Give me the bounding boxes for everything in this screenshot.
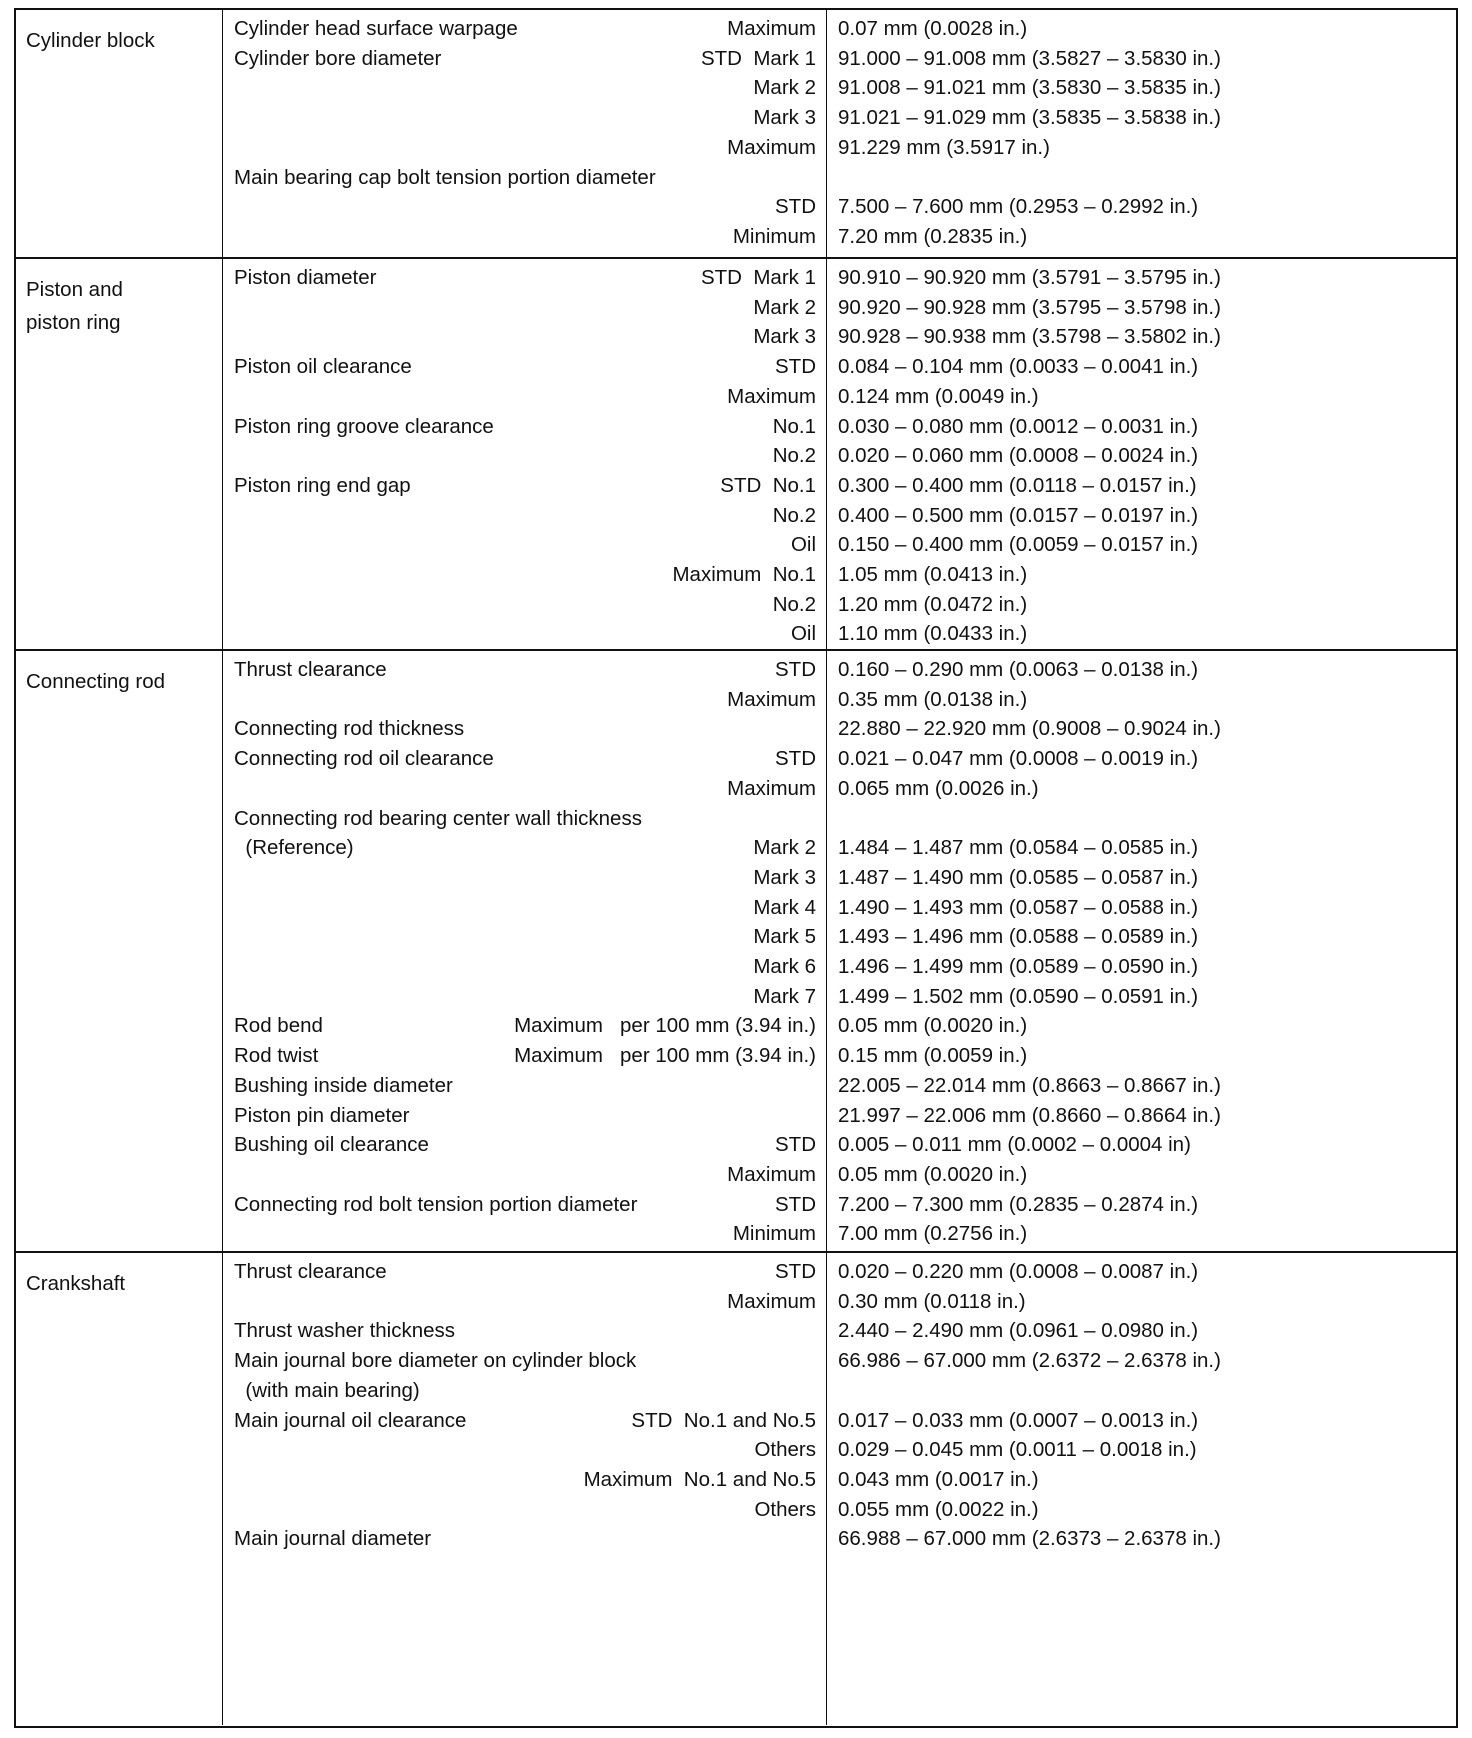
- table-row: [16, 1217, 1456, 1250]
- spec-value: 90.910 – 90.920 mm (3.5791 – 3.5795 in.): [838, 266, 1221, 289]
- spec-item: Main journal diameter: [234, 1527, 432, 1551]
- spec-value: 91.229 mm (3.5917 in.): [838, 135, 1050, 159]
- spec-condition: No.1: [772, 414, 816, 438]
- spec-condition: Mark 3: [753, 865, 816, 889]
- spec-item: Cylinder bore diameter: [234, 46, 442, 70]
- table-row: [16, 802, 1456, 835]
- spec-condition: Others: [754, 1497, 816, 1521]
- spec-item: Main bearing cap bolt tension portion diameter: [234, 165, 656, 189]
- table-row: [16, 1314, 1456, 1347]
- spec-condition: Maximum: [727, 384, 816, 408]
- specification-table: [14, 8, 1458, 1728]
- spec-condition: Maximum: [727, 1162, 816, 1186]
- spec-value: 1.05 mm (0.0413 in.): [838, 563, 1028, 586]
- spec-value: 7.500 – 7.600 mm (0.2953 – 0.2992 in.): [838, 195, 1199, 219]
- table-row: [16, 71, 1456, 104]
- table-row: [16, 1493, 1456, 1526]
- table-row: [16, 220, 1456, 253]
- table-row: [16, 528, 1456, 561]
- table-row: [16, 42, 1456, 75]
- table-row: [16, 1374, 1456, 1407]
- table-row: [16, 891, 1456, 924]
- spec-condition: Mark 7: [753, 984, 816, 1008]
- spec-item: Piston oil clearance: [234, 355, 412, 379]
- spec-value: 66.986 – 67.000 mm (2.6372 – 2.6378 in.): [838, 1349, 1221, 1373]
- table-row: [16, 12, 1456, 45]
- spec-item: Main journal bore diameter on cylinder block: [234, 1349, 637, 1373]
- spec-condition: Minimum: [732, 1222, 816, 1246]
- spec-condition: Maximum No.1 and No.5: [583, 1467, 816, 1491]
- table-row: [16, 980, 1456, 1013]
- spec-condition: Maximum: [727, 135, 816, 159]
- section-category: Connecting rod: [26, 670, 166, 693]
- spec-condition: STD: [775, 1192, 816, 1216]
- spec-item: Piston ring groove clearance: [234, 414, 494, 438]
- spec-condition: STD No.1: [720, 473, 816, 497]
- spec-value: 0.043 mm (0.0017 in.): [838, 1467, 1039, 1491]
- spec-condition: Maximum: [727, 776, 816, 800]
- spec-condition: Mark 4: [753, 895, 816, 919]
- table-row: [16, 101, 1456, 134]
- spec-section: [16, 259, 1456, 651]
- spec-value: 0.020 – 0.060 mm (0.0008 – 0.0024 in.): [838, 444, 1199, 468]
- section-category: Crankshaft: [26, 1272, 126, 1295]
- spec-condition: Mark 3: [753, 325, 816, 349]
- spec-condition: Others: [754, 1438, 816, 1462]
- spec-condition: STD: [775, 195, 816, 219]
- table-row: [16, 617, 1456, 650]
- section-category: Cylinder block: [26, 29, 155, 52]
- table-row: [16, 950, 1456, 983]
- spec-condition: Mark 3: [753, 106, 816, 130]
- table-row: [16, 1128, 1456, 1161]
- table-row: [16, 588, 1456, 621]
- spec-value: 91.000 – 91.008 mm (3.5827 – 3.5830 in.): [838, 46, 1221, 70]
- table-row: [16, 1039, 1456, 1072]
- spec-item: (with main bearing): [234, 1378, 420, 1402]
- spec-value: 1.487 – 1.490 mm (0.0585 – 0.0587 in.): [838, 865, 1199, 889]
- spec-value: 1.496 – 1.499 mm (0.0589 – 0.0590 in.): [838, 955, 1199, 978]
- table-row: [16, 190, 1456, 223]
- spec-condition: Oil: [790, 533, 816, 557]
- spec-value: 1.493 – 1.496 mm (0.0588 – 0.0589 in.): [838, 925, 1199, 949]
- spec-value: 21.997 – 22.006 mm (0.8660 – 0.8664 in.): [838, 1103, 1221, 1127]
- spec-item: Thrust clearance: [234, 658, 387, 681]
- spec-condition: No.2: [772, 592, 816, 616]
- spec-condition: Maximum: [727, 687, 816, 711]
- spec-value: 0.021 – 0.047 mm (0.0008 – 0.0019 in.): [838, 747, 1199, 771]
- spec-value: 0.030 – 0.080 mm (0.0012 – 0.0031 in.): [838, 414, 1199, 438]
- spec-value: 1.499 – 1.502 mm (0.0590 – 0.0591 in.): [838, 984, 1199, 1008]
- table-row: [16, 1188, 1456, 1221]
- spec-item: Rod bend: [234, 1014, 323, 1038]
- spec-item: Bushing oil clearance: [234, 1133, 429, 1157]
- spec-section: [16, 1253, 1456, 1725]
- table-row: [16, 683, 1456, 716]
- spec-condition: Mark 5: [753, 925, 816, 949]
- spec-condition: No.2: [772, 503, 816, 527]
- spec-condition: Oil: [790, 622, 816, 646]
- spec-value: 0.35 mm (0.0138 in.): [838, 687, 1028, 711]
- spec-value: 0.150 – 0.400 mm (0.0059 – 0.0157 in.): [838, 533, 1199, 557]
- table-row: [16, 831, 1456, 864]
- table-row: [16, 653, 1456, 686]
- spec-condition: Mark 2: [753, 295, 816, 319]
- spec-condition: Maximum No.1: [672, 563, 816, 586]
- spec-value: 0.020 – 0.220 mm (0.0008 – 0.0087 in.): [838, 1260, 1199, 1283]
- table-row: [16, 742, 1456, 775]
- table-row: [16, 261, 1456, 294]
- spec-condition: Mark 2: [753, 836, 816, 860]
- spec-value: 91.021 – 91.029 mm (3.5835 – 3.5838 in.): [838, 106, 1221, 130]
- spec-value: 0.017 – 0.033 mm (0.0007 – 0.0013 in.): [838, 1408, 1199, 1432]
- spec-value: 0.05 mm (0.0020 in.): [838, 1014, 1028, 1038]
- spec-section: [16, 651, 1456, 1253]
- spec-condition: STD Mark 1: [700, 266, 816, 289]
- spec-value: 66.988 – 67.000 mm (2.6373 – 2.6378 in.): [838, 1527, 1221, 1551]
- spec-value: 0.400 – 0.500 mm (0.0157 – 0.0197 in.): [838, 503, 1199, 527]
- table-row: [16, 410, 1456, 443]
- spec-value: 0.005 – 0.011 mm (0.0002 – 0.0004 in): [838, 1133, 1191, 1157]
- spec-value: 90.928 – 90.938 mm (3.5798 – 3.5802 in.): [838, 325, 1221, 349]
- spec-item: Connecting rod bearing center wall thickness: [234, 806, 642, 830]
- table-row: [16, 1069, 1456, 1102]
- table-row: [16, 380, 1456, 413]
- table-row: [16, 1344, 1456, 1377]
- spec-item: Piston diameter: [234, 266, 377, 289]
- spec-value: 1.490 – 1.493 mm (0.0587 – 0.0588 in.): [838, 895, 1199, 919]
- spec-item: Thrust clearance: [234, 1260, 387, 1283]
- section-category: Piston and piston ring: [26, 278, 123, 334]
- spec-value: 0.05 mm (0.0020 in.): [838, 1162, 1028, 1186]
- table-row: [16, 350, 1456, 383]
- spec-value: 7.200 – 7.300 mm (0.2835 – 0.2874 in.): [838, 1192, 1199, 1216]
- spec-value: 0.30 mm (0.0118 in.): [838, 1289, 1026, 1313]
- spec-value: 0.15 mm (0.0059 in.): [838, 1044, 1028, 1068]
- table-row: [16, 558, 1456, 591]
- spec-item: Piston ring end gap: [234, 473, 411, 497]
- table-row: [16, 1285, 1456, 1318]
- spec-value: 1.10 mm (0.0433 in.): [838, 622, 1028, 646]
- table-row: [16, 1158, 1456, 1191]
- spec-section: [16, 10, 1456, 259]
- spec-value: 7.20 mm (0.2835 in.): [838, 224, 1028, 248]
- spec-condition: STD: [775, 1133, 816, 1157]
- spec-value: 22.880 – 22.920 mm (0.9008 – 0.9024 in.): [838, 717, 1221, 741]
- table-row: [16, 1522, 1456, 1555]
- spec-value: 0.055 mm (0.0022 in.): [838, 1497, 1039, 1521]
- spec-value: 0.300 – 0.400 mm (0.0118 – 0.0157 in.): [838, 473, 1197, 497]
- spec-condition: Maximum: [727, 17, 816, 40]
- spec-condition: STD: [775, 1260, 816, 1283]
- spec-value: 7.00 mm (0.2756 in.): [838, 1222, 1028, 1246]
- spec-item: Cylinder head surface warpage: [234, 17, 518, 40]
- table-row: [16, 1009, 1456, 1042]
- spec-condition: Mark 6: [753, 955, 816, 978]
- spec-value: 0.160 – 0.290 mm (0.0063 – 0.0138 in.): [838, 658, 1199, 681]
- table-row: [16, 1099, 1456, 1132]
- spec-item: (Reference): [234, 836, 354, 860]
- table-row: [16, 1255, 1456, 1288]
- table-row: [16, 1404, 1456, 1437]
- spec-item: Piston pin diameter: [234, 1103, 410, 1127]
- spec-condition: Maximum: [727, 1289, 816, 1313]
- spec-value: 90.920 – 90.928 mm (3.5795 – 3.5798 in.): [838, 295, 1221, 319]
- spec-item: Connecting rod oil clearance: [234, 747, 494, 771]
- spec-value: 0.065 mm (0.0026 in.): [838, 776, 1039, 800]
- spec-value: 1.20 mm (0.0472 in.): [838, 592, 1028, 616]
- spec-value: 0.124 mm (0.0049 in.): [838, 384, 1039, 408]
- table-row: [16, 772, 1456, 805]
- table-row: [16, 1463, 1456, 1496]
- spec-condition: Maximum per 100 mm (3.94 in.): [514, 1014, 816, 1038]
- spec-value: 0.029 – 0.045 mm (0.0011 – 0.0018 in.): [838, 1438, 1197, 1462]
- spec-item: Connecting rod thickness: [234, 717, 465, 741]
- spec-item: Main journal oil clearance: [234, 1408, 467, 1432]
- spec-condition: Maximum per 100 mm (3.94 in.): [514, 1044, 816, 1068]
- spec-condition: STD: [775, 658, 816, 681]
- table-row: [16, 291, 1456, 324]
- table-row: [16, 439, 1456, 472]
- table-row: [16, 712, 1456, 745]
- spec-value: 0.084 – 0.104 mm (0.0033 – 0.0041 in.): [838, 355, 1199, 379]
- table-row: [16, 131, 1456, 164]
- spec-value: 22.005 – 22.014 mm (0.8663 – 0.8667 in.): [838, 1073, 1221, 1097]
- spec-condition: STD: [775, 355, 816, 379]
- spec-value: 1.484 – 1.487 mm (0.0584 – 0.0585 in.): [838, 836, 1199, 860]
- spec-item: Connecting rod bolt tension portion diameter: [234, 1192, 638, 1216]
- table-row: [16, 469, 1456, 502]
- spec-item: Thrust washer thickness: [234, 1319, 456, 1343]
- table-row: [16, 1433, 1456, 1466]
- spec-value: 91.008 – 91.021 mm (3.5830 – 3.5835 in.): [838, 76, 1221, 100]
- table-row: [16, 861, 1456, 894]
- spec-item: Rod twist: [234, 1044, 319, 1068]
- table-row: [16, 920, 1456, 953]
- spec-value: 2.440 – 2.490 mm (0.0961 – 0.0980 in.): [838, 1319, 1199, 1343]
- spec-condition: STD No.1 and No.5: [631, 1408, 816, 1432]
- spec-condition: No.2: [772, 444, 816, 468]
- spec-condition: STD: [775, 747, 816, 771]
- spec-condition: STD Mark 1: [700, 46, 816, 70]
- table-row: [16, 161, 1456, 194]
- spec-condition: Minimum: [732, 224, 816, 248]
- table-row: [16, 499, 1456, 532]
- table-row: [16, 320, 1456, 353]
- spec-condition: Mark 2: [753, 76, 816, 100]
- spec-value: 0.07 mm (0.0028 in.): [838, 17, 1028, 40]
- spec-item: Bushing inside diameter: [234, 1073, 453, 1097]
